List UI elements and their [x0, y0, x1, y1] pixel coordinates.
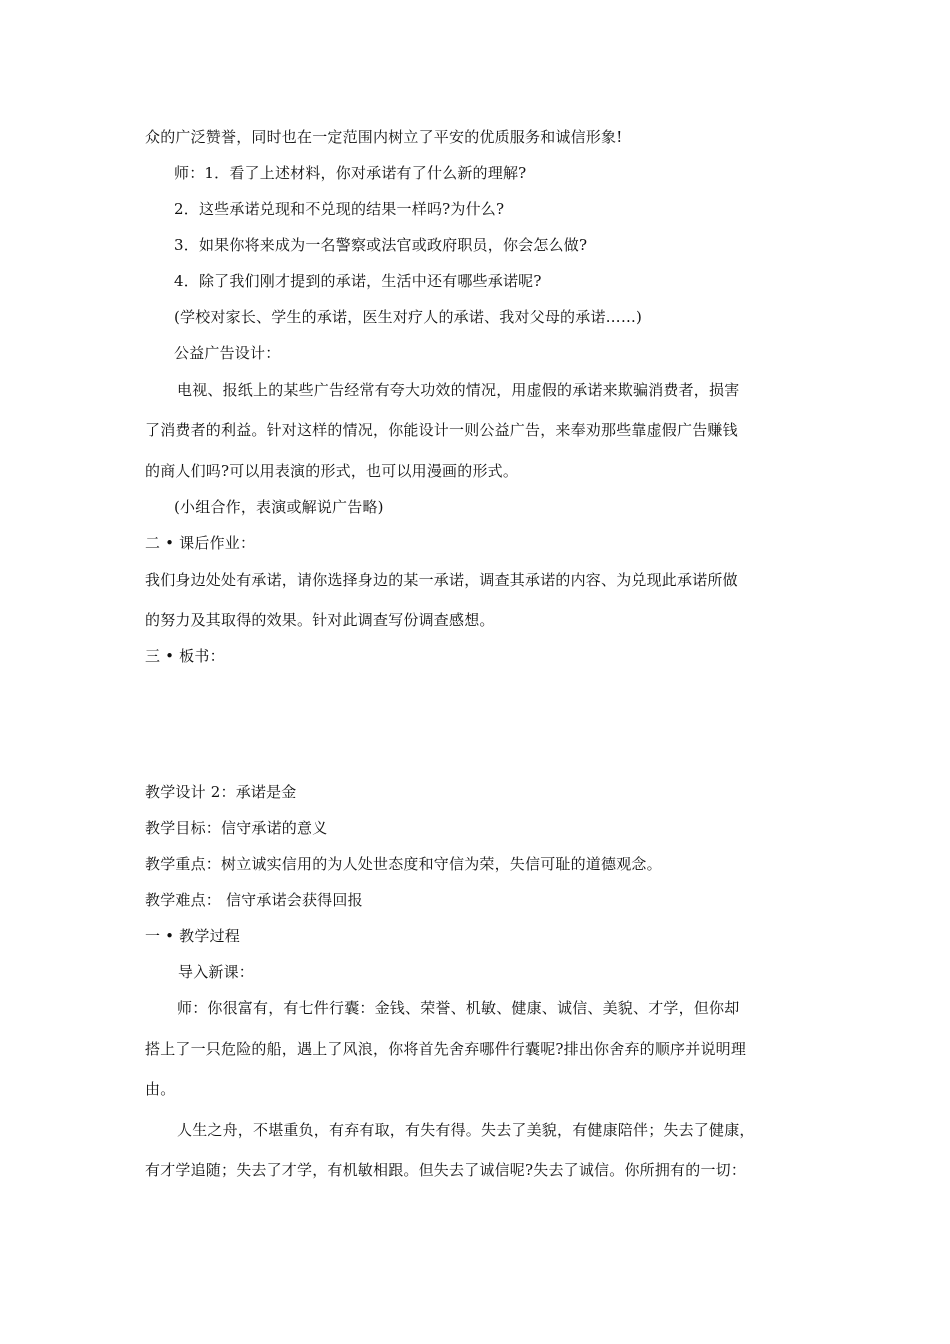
teaching-difficulty: 教学难点： 信守承诺会获得回报: [145, 891, 363, 909]
text-line-8: 电视、报纸上的某些广告经常有夸大功效的情况，用虚假的承诺来欺骗消费者，损害: [177, 381, 740, 399]
section-heading-process: 一 • 教学过程: [145, 927, 240, 945]
design-title: 教学设计 2：承诺是金: [145, 783, 297, 801]
text-line-1: 众的广泛赞誉，同时也在一定范围内树立了平安的优质服务和诚信形象!: [145, 128, 623, 146]
text-line-21: 导入新课：: [178, 963, 255, 981]
text-line-3: 2．这些承诺兑现和不兑现的结果一样吗?为什么?: [174, 200, 505, 218]
text-line-9: 了消费者的利益。针对这样的情况，你能设计一则公益广告，来奉劝那些靠虚假广告赚钱: [145, 421, 738, 439]
text-line-22: 师：你很富有，有七件行囊：金钱、荣誉、机敏、健康、诚信、美貌、才学，但你却: [177, 999, 740, 1017]
teaching-goal: 教学目标：信守承诺的意义: [145, 819, 328, 837]
text-line-4: 3．如果你将来成为一名警察或法官或政府职员，你会怎么做?: [174, 236, 588, 254]
text-line-25: 人生之舟，不堪重负，有弃有取，有失有得。失去了美貌，有健康陪伴；失去了健康，: [177, 1121, 755, 1139]
text-line-14: 的努力及其取得的效果。针对此调查写份调查感想。: [145, 611, 495, 629]
text-line-2: 师：1．看了上述材料，你对承诺有了什么新的理解?: [174, 164, 527, 182]
text-line-26: 有才学追随；失去了才学，有机敏相跟。但失去了诚信呢?失去了诚信。你所拥有的一切：: [145, 1161, 747, 1179]
text-line-5: 4．除了我们刚才提到的承诺，生活中还有哪些承诺呢?: [174, 272, 542, 290]
teaching-key-point: 教学重点：树立诚实信用的为人处世态度和守信为荣，失信可耻的道德观念。: [145, 855, 662, 873]
text-line-11: (小组合作，表演或解说广告略): [174, 498, 384, 516]
text-line-23: 搭上了一只危险的船，遇上了风浪，你将首先舍弃哪件行囊呢?排出你舍弃的顺序并说明理: [145, 1040, 747, 1058]
section-heading-homework: 二 • 课后作业：: [145, 534, 256, 552]
text-line-7: 公益广告设计：: [174, 344, 281, 362]
text-line-6: (学校对家长、学生的承诺，医生对疗人的承诺、我对父母的承诺……): [174, 308, 643, 326]
text-line-10: 的商人们吗?可以用表演的形式，也可以用漫画的形式。: [145, 462, 519, 480]
text-line-13: 我们身边处处有承诺，请你选择身边的某一承诺，调查其承诺的内容、为兑现此承诺所做: [145, 571, 738, 589]
section-heading-board: 三 • 板书：: [145, 647, 225, 665]
text-line-24: 由。: [145, 1080, 176, 1098]
